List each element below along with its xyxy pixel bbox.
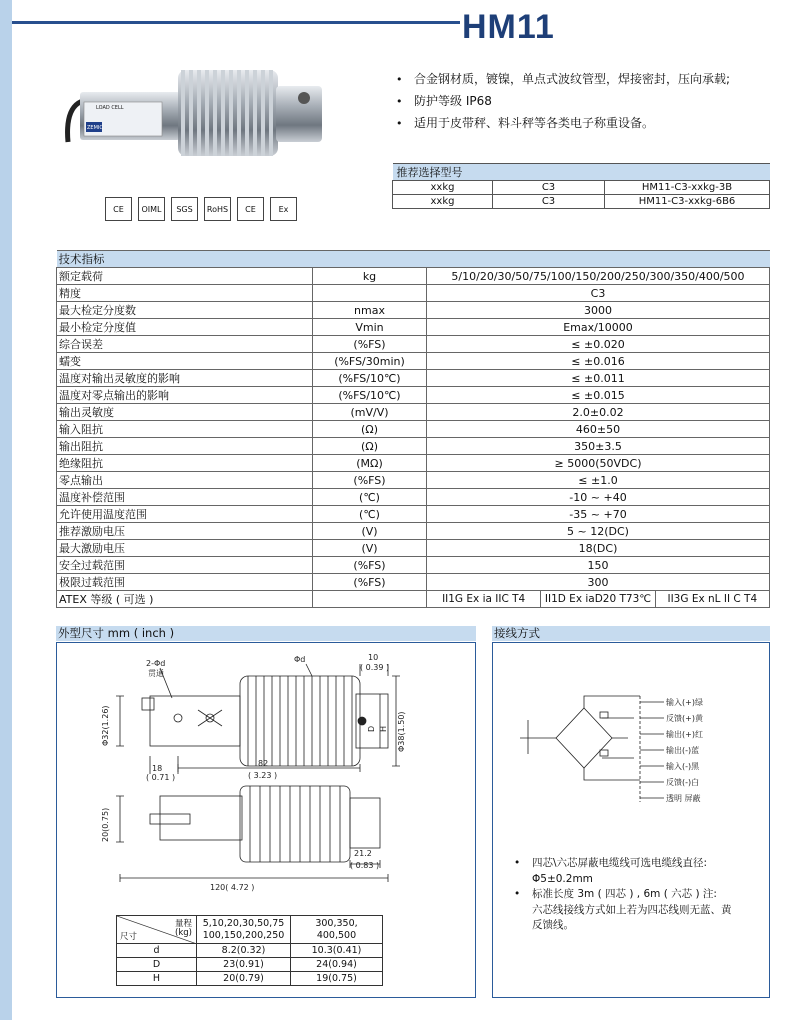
recommended-models-table [392,163,770,209]
table-row [57,557,770,574]
spec-label: 综合误差 [57,336,313,353]
spec-unit: nmax [313,302,427,319]
wiring-note: • 标准长度 3m ( 四芯 ) , 6m ( 六芯 ) 注: [514,887,764,903]
feature-list [396,68,730,134]
svg-text:Φ38(1.50): Φ38(1.50) [397,711,406,752]
svg-text:( 0.71 ): ( 0.71 ) [146,773,176,782]
spec-value: -10 ~ +40 [427,489,770,506]
cert-ce-icon: CE [105,197,132,221]
svg-text:Φ32(1.26): Φ32(1.26) [101,705,110,746]
table-corner: 量程 (kg) 尺寸 [117,916,197,944]
atex-value: II1G Ex ia IIC T4 [442,593,526,605]
atex-value: II3G Ex nL II C T4 [655,591,769,607]
table-row [57,506,770,523]
atex-value: II1D Ex iaD20 T73℃ [540,591,654,607]
dimension-size-table [116,915,383,986]
spec-unit: (%FS) [313,472,427,489]
spec-value: C3 [427,285,770,302]
svg-text:D: D [367,725,376,732]
table-row [57,285,770,302]
table-row [57,591,770,608]
spec-label: 额定载荷 [57,268,313,285]
svg-text:ZEMIC: ZEMIC [87,125,103,131]
svg-text:( 0.83 ): ( 0.83 ) [350,861,380,870]
table-row [57,540,770,557]
spec-table [56,250,770,608]
spec-label: 最大激励电压 [57,540,313,557]
spec-value: 3000 [427,302,770,319]
spec-unit: Vmin [313,319,427,336]
svg-text:10: 10 [368,653,379,662]
dimension-drawing [60,646,472,908]
dimensions-title: 外型尺寸 mm ( inch ) [56,626,476,641]
wiring-diagram [500,690,762,810]
wiring-note-cont: 反馈线。 [532,919,574,931]
table-row: D 23(0.91) 24(0.94) [117,958,383,972]
spec-unit: (%FS/10℃) [313,387,427,404]
spec-value: ≤ ±0.016 [427,353,770,370]
svg-text:120( 4.72 ): 120( 4.72 ) [210,883,255,892]
svg-text:Φd: Φd [294,655,306,664]
svg-text:H: H [379,725,388,732]
wiring-notes [514,856,764,934]
spec-label: 温度对输出灵敏度的影响 [57,370,313,387]
table-row [57,302,770,319]
svg-text:21.2: 21.2 [354,849,372,858]
spec-unit: (%FS) [313,574,427,591]
cert-rohs-icon: RoHS [204,197,231,221]
spec-value: ≤ ±0.020 [427,336,770,353]
feature-item: • 适用于皮带秤、料斗秤等各类电子称重设备。 [396,112,730,134]
spec-label: 最小检定分度值 [57,319,313,336]
spec-label: 温度补偿范围 [57,489,313,506]
header-rule [12,0,460,24]
wiring-note: • 四芯\六芯屏蔽电缆线可选电缆线直径: [514,856,764,872]
wiring-title: 接线方式 [492,626,770,641]
spec-unit: kg [313,268,427,285]
atex-label: ATEX 等级 ( 可选 ) [57,591,313,608]
spec-value: 150 [427,557,770,574]
spec-unit: (Ω) [313,421,427,438]
table-row [57,268,770,285]
svg-text:反馈(-)白: 反馈(-)白 [666,778,700,787]
table-row: 量程 (kg) 尺寸 5,10,20,30,50,75 100,150,200,250 300,350, 400,500 [117,916,383,944]
spec-value: -35 ~ +70 [427,506,770,523]
spec-label: 输出阻抗 [57,438,313,455]
cert-sgs-icon: SGS [171,197,198,221]
table-row: d 8.2(0.32) 10.3(0.41) [117,944,383,958]
table-row [57,336,770,353]
spec-value: 5 ~ 12(DC) [427,523,770,540]
feature-item: • 防护等级 IP68 [396,90,730,112]
table-row [57,455,770,472]
svg-text:输出(+)红: 输出(+)红 [666,730,703,739]
spec-value: 5/10/20/30/50/75/100/150/200/250/300/350/400/500 [427,268,770,285]
table-row [57,387,770,404]
spec-unit: (%FS) [313,557,427,574]
svg-text:2-Φd: 2-Φd [146,659,166,668]
spec-value: ≤ ±0.011 [427,370,770,387]
svg-text:LOAD CELL: LOAD CELL [96,105,124,111]
recommended-title: 推荐选择型号 [393,164,770,181]
svg-text:输入(-)黑: 输入(-)黑 [666,762,700,771]
table-row [57,404,770,421]
spec-label: 蠕变 [57,353,313,370]
spec-value: ≤ ±1.0 [427,472,770,489]
table-row [57,574,770,591]
table-row [57,319,770,336]
svg-text:输出(-)蓝: 输出(-)蓝 [666,746,700,755]
svg-text:输入(+)绿: 输入(+)绿 [666,698,703,707]
spec-unit: (%FS/30min) [313,353,427,370]
wiring-note-cont: Φ5±0.2mm [532,872,593,885]
wiring-note-cont: 六芯线接线方式如上若为四芯线则无蓝、黄 [532,903,732,916]
spec-unit [313,285,427,302]
spec-unit: (MΩ) [313,455,427,472]
spec-unit: (℃) [313,489,427,506]
cert-ce2-icon: CE [237,197,264,221]
spec-title: 技术指标 [57,251,770,268]
spec-value: ≤ ±0.015 [427,387,770,404]
spec-label: 零点输出 [57,472,313,489]
page-title: HM11 [462,8,555,46]
spec-value: ≥ 5000(50VDC) [427,455,770,472]
table-row [57,353,770,370]
left-accent-bar [0,0,12,1020]
spec-value: 2.0±0.02 [427,404,770,421]
table-row [57,472,770,489]
table-row [57,523,770,540]
spec-label: 推荐激励电压 [57,523,313,540]
svg-text:18: 18 [152,764,163,773]
spec-label: 温度对零点输出的影响 [57,387,313,404]
svg-text:( 0.39 ): ( 0.39 ) [360,663,390,672]
spec-label: 精度 [57,285,313,302]
svg-text:反馈(+)黄: 反馈(+)黄 [666,714,703,723]
spec-label: 最大检定分度数 [57,302,313,319]
spec-label: 输入阻抗 [57,421,313,438]
table-row [57,370,770,387]
spec-unit: (%FS/10℃) [313,370,427,387]
spec-label: 输出灵敏度 [57,404,313,421]
certification-row [105,197,297,221]
spec-unit: (mV/V) [313,404,427,421]
spec-value: Emax/10000 [427,319,770,336]
table-row [57,438,770,455]
table-row: xxkg C3 HM11-C3-xxkg-6B6 [393,195,770,209]
feature-item: • 合金钢材质，镀镍，单点式波纹管型，焊接密封，压向承载; [396,68,730,90]
spec-label: 允许使用温度范围 [57,506,313,523]
spec-unit: (Ω) [313,438,427,455]
spec-value: 300 [427,574,770,591]
product-image [60,60,350,170]
svg-text:82: 82 [258,759,269,768]
spec-label: 绝缘阻抗 [57,455,313,472]
cert-oiml-icon: OIML [138,197,165,221]
spec-value: 350±3.5 [427,438,770,455]
spec-unit: (℃) [313,506,427,523]
table-row: H 20(0.79) 19(0.75) [117,972,383,986]
cert-ex-icon: Ex [270,197,297,221]
table-row [57,489,770,506]
svg-text:( 3.23 ): ( 3.23 ) [248,771,278,780]
table-row: xxkg C3 HM11-C3-xxkg-3B [393,181,770,195]
svg-text:贯通: 贯通 [148,669,164,678]
spec-value: 460±50 [427,421,770,438]
svg-text:20(0.75): 20(0.75) [101,807,110,842]
svg-text:透明 屏蔽: 透明 屏蔽 [666,794,701,803]
spec-label: 极限过载范围 [57,574,313,591]
spec-unit: (%FS) [313,336,427,353]
table-row [57,421,770,438]
spec-value: 18(DC) [427,540,770,557]
spec-unit: (V) [313,540,427,557]
spec-unit: (V) [313,523,427,540]
spec-label: 安全过载范围 [57,557,313,574]
